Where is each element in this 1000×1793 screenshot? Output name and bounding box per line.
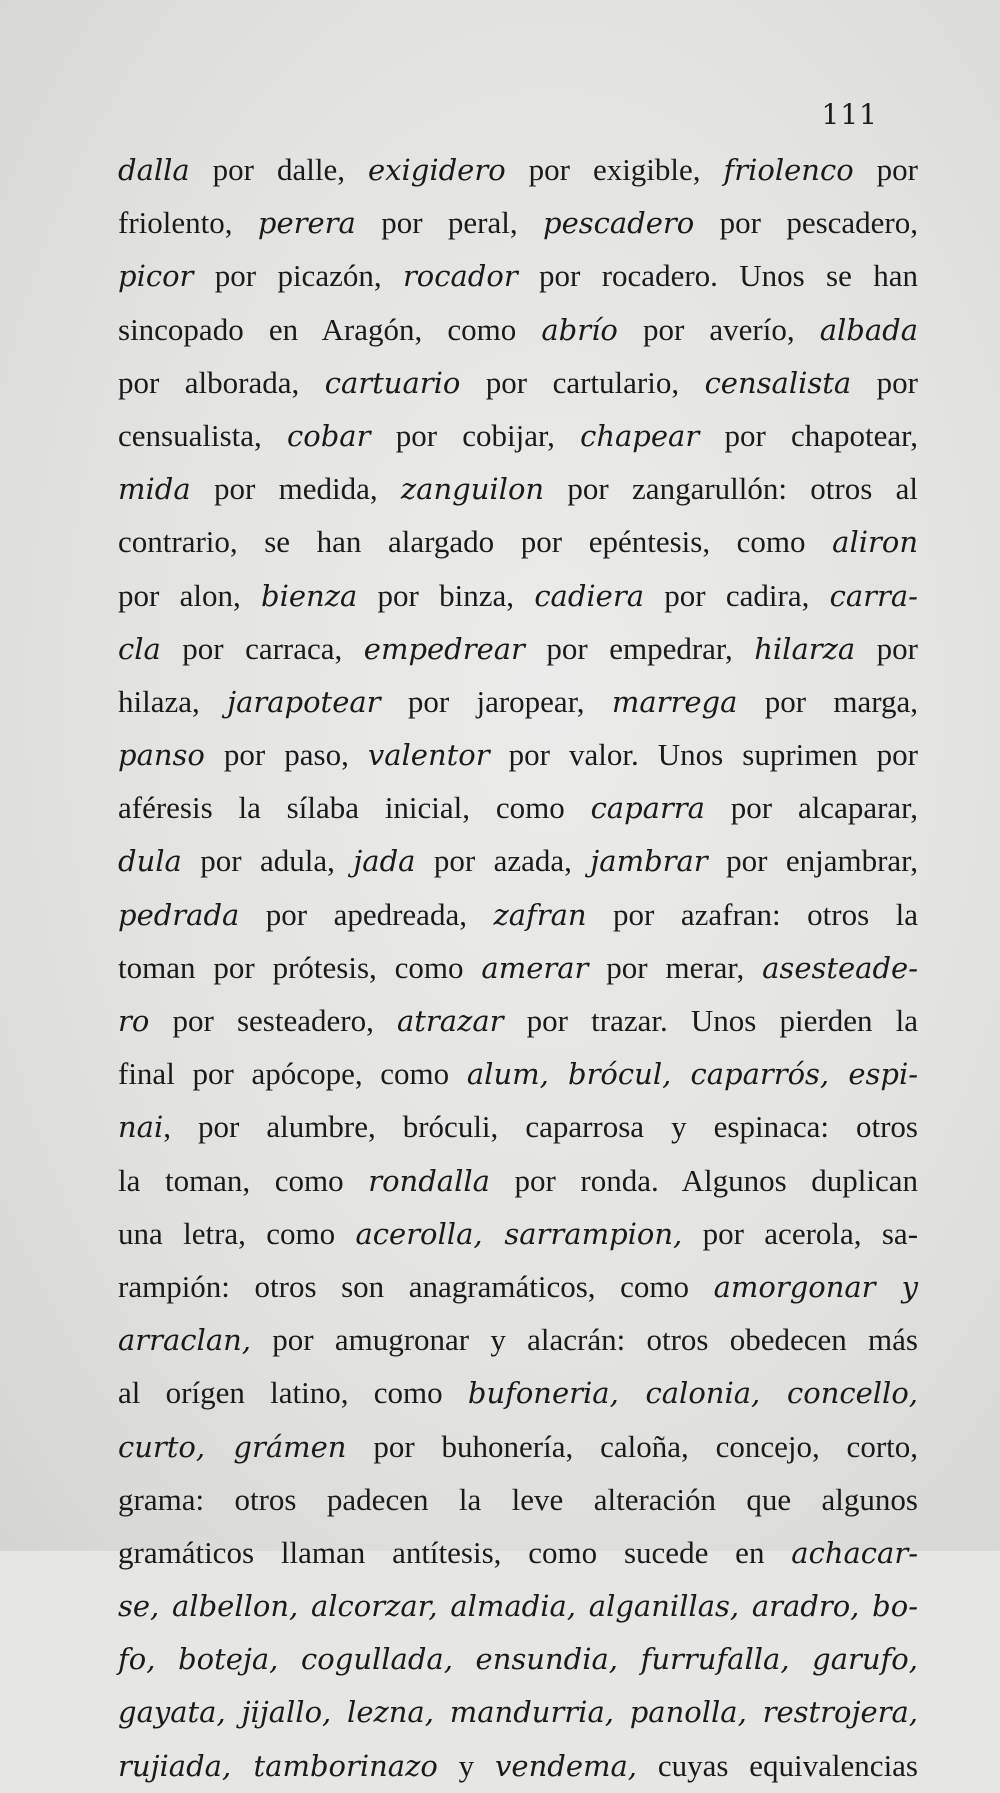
example-word: vendema,	[495, 1748, 637, 1783]
example-word: pedrada	[118, 897, 240, 932]
text-line	[118, 1632, 918, 1685]
page-number: 111	[821, 98, 878, 131]
text-run: por acerola, sa-	[682, 1215, 919, 1251]
text-run: por chapotear,	[699, 417, 918, 453]
example-word: picor	[118, 259, 194, 294]
example-word: caparra	[590, 791, 705, 826]
text-line	[118, 356, 918, 409]
text-run: hilaza,	[118, 683, 228, 719]
text-line	[118, 1473, 918, 1526]
text-run: por zangarullón: otros al	[544, 471, 918, 507]
text-run: por pescadero,	[694, 205, 919, 241]
text-line	[118, 1526, 918, 1579]
text-run: por paso,	[204, 737, 368, 773]
text-line	[118, 1579, 918, 1632]
example-word: panso	[118, 738, 205, 773]
text-run: toman por prótesis, como	[118, 949, 482, 985]
text-run: una letra, como	[118, 1215, 356, 1251]
text-run: por amugronar y alacrán: otros obedecen más	[251, 1322, 918, 1358]
example-word: dalla	[118, 153, 190, 187]
example-word: cla	[118, 631, 161, 666]
text-run: por carraca,	[160, 630, 364, 666]
text-line	[118, 1313, 918, 1366]
example-word: asesteade-	[762, 950, 918, 985]
example-word: rocador	[402, 259, 518, 294]
text-line	[118, 994, 918, 1047]
body-text	[118, 143, 918, 1792]
text-run: por	[855, 630, 918, 666]
text-run: censualista,	[118, 417, 288, 453]
text-line	[118, 781, 918, 834]
example-word: cadiera	[534, 578, 644, 613]
example-word: nai	[118, 1110, 164, 1145]
example-word: jada	[353, 844, 416, 879]
text-run: por ronda. Algunos duplican	[489, 1162, 918, 1198]
example-word: atrazar	[396, 1004, 504, 1038]
text-line	[118, 1100, 918, 1153]
example-word: rujiada, tamborinazo	[118, 1748, 438, 1783]
text-run: por alborada,	[118, 364, 325, 400]
text-line	[118, 728, 918, 781]
text-run: aféresis la sílaba inicial, como	[118, 790, 591, 826]
example-word: amorgonar y	[713, 1269, 918, 1304]
text-run: por picazón,	[193, 258, 403, 294]
text-run: por adula,	[181, 843, 354, 879]
text-line	[118, 1420, 918, 1473]
example-word: fo, boteja, cogullada, ensundia, furrufalla, garufo,	[118, 1642, 918, 1677]
example-word: valentor	[367, 738, 490, 773]
text-line	[118, 1260, 918, 1313]
example-word: curto, grámen	[118, 1429, 347, 1464]
text-run: , por alumbre, bróculi, caparrosa y espinaca: otros	[163, 1109, 918, 1145]
example-word: marrega	[611, 684, 738, 719]
text-run: la toman, como	[118, 1162, 369, 1198]
example-word: amerar	[481, 950, 589, 985]
text-line	[118, 143, 918, 196]
text-run: por	[853, 152, 918, 187]
example-word: friolenco	[723, 153, 854, 187]
text-run: por merar,	[588, 949, 763, 985]
text-line	[118, 249, 918, 302]
text-line	[118, 1685, 918, 1738]
example-word: censalista	[704, 365, 852, 400]
example-word: bufoneria, calonia, concello,	[467, 1376, 919, 1411]
text-line	[118, 569, 918, 622]
example-word: zanguilon	[400, 472, 545, 507]
example-word: bienza	[261, 578, 358, 613]
example-word: exigidero	[367, 153, 506, 187]
text-run: contrario, se han alargado por epéntesis, como	[118, 524, 833, 560]
example-word: perera	[257, 206, 356, 241]
example-word: acerolla, sarrampion,	[355, 1216, 683, 1251]
text-run: por cobijar,	[370, 417, 581, 453]
example-word: pescadero	[543, 206, 695, 241]
text-line	[118, 1207, 918, 1260]
text-run: por	[851, 364, 918, 400]
text-run: cuyas equivalencias	[637, 1747, 918, 1783]
text-run: rampión: otros son anagramáticos, como	[118, 1268, 714, 1304]
text-run: por exigible,	[505, 152, 724, 187]
text-run: por buhonería, caloña, concejo, corto,	[346, 1428, 918, 1464]
text-run: por jaropear,	[380, 683, 612, 719]
text-line	[118, 1366, 918, 1419]
example-word: arraclan,	[118, 1323, 252, 1358]
text-line	[118, 1739, 918, 1792]
text-run: por valor. Unos suprimen por	[489, 737, 918, 773]
example-word: dula	[118, 844, 182, 879]
text-run: por enjambrar,	[707, 843, 918, 879]
example-word: cartuario	[324, 365, 461, 400]
text-line	[118, 888, 918, 941]
example-word: hilarza	[754, 631, 856, 666]
text-run: por medida,	[190, 471, 401, 507]
text-run: por dalle,	[189, 152, 368, 187]
text-run: por sesteadero,	[149, 1003, 397, 1038]
text-run: por cadira,	[644, 577, 830, 613]
example-word: zafran	[493, 897, 587, 932]
text-run: sincopado en Aragón, como	[118, 311, 542, 347]
text-run: por alcaparar,	[704, 790, 919, 826]
text-line	[118, 409, 918, 462]
text-run: por averío,	[617, 311, 820, 347]
text-line	[118, 834, 918, 887]
text-run: por azada,	[415, 843, 591, 879]
example-word: cobar	[287, 418, 371, 453]
text-run: por empedrar,	[524, 630, 755, 666]
text-run: por peral,	[355, 205, 544, 241]
example-word: chapear	[580, 418, 700, 453]
text-line	[118, 303, 918, 356]
example-word: empedrear	[363, 631, 525, 666]
example-word: se, albellon, alcorzar, almadia, alganillas, aradro, bo-	[118, 1589, 918, 1624]
text-line	[118, 622, 918, 675]
example-word: carra-	[829, 578, 918, 613]
text-line	[118, 1047, 918, 1100]
text-run: final por apócope, como	[118, 1056, 467, 1092]
text-line	[118, 462, 918, 515]
text-run: por cartulario,	[460, 364, 705, 400]
text-run: por alon,	[118, 577, 262, 613]
example-word: alum, brócul, caparrós, espi-	[466, 1057, 919, 1092]
text-run: por rocadero. Unos se han	[517, 258, 918, 294]
text-line	[118, 675, 918, 728]
text-run: por apedreada,	[239, 896, 494, 932]
example-word: albada	[819, 312, 919, 347]
text-line	[118, 196, 918, 249]
text-run: al orígen latino, como	[118, 1375, 468, 1411]
example-word: mida	[118, 472, 191, 507]
text-line	[118, 1154, 918, 1207]
example-word: jambrar	[590, 844, 708, 879]
example-word: aliron	[832, 525, 918, 560]
example-word: jarapotear	[227, 684, 381, 719]
example-word: ro	[118, 1004, 150, 1038]
text-run: grama: otros padecen la leve alteración que algunos	[118, 1481, 918, 1517]
text-run: por azafran: otros la	[586, 896, 918, 932]
example-word: achacar-	[791, 1535, 918, 1570]
example-word: rondalla	[368, 1163, 490, 1198]
text-line	[118, 941, 918, 994]
text-run: y	[437, 1747, 496, 1783]
text-run: por marga,	[737, 683, 918, 719]
text-run: friolento,	[118, 205, 258, 241]
text-run: por binza,	[357, 577, 535, 613]
example-word: gayata, jijallo, lezna, mandurria, panolla, restrojera,	[118, 1695, 918, 1730]
text-run: por trazar. Unos pierden la	[503, 1003, 918, 1038]
text-line	[118, 515, 918, 568]
text-run: gramáticos llaman antítesis, como sucede en	[118, 1534, 792, 1570]
example-word: abrío	[541, 312, 618, 347]
